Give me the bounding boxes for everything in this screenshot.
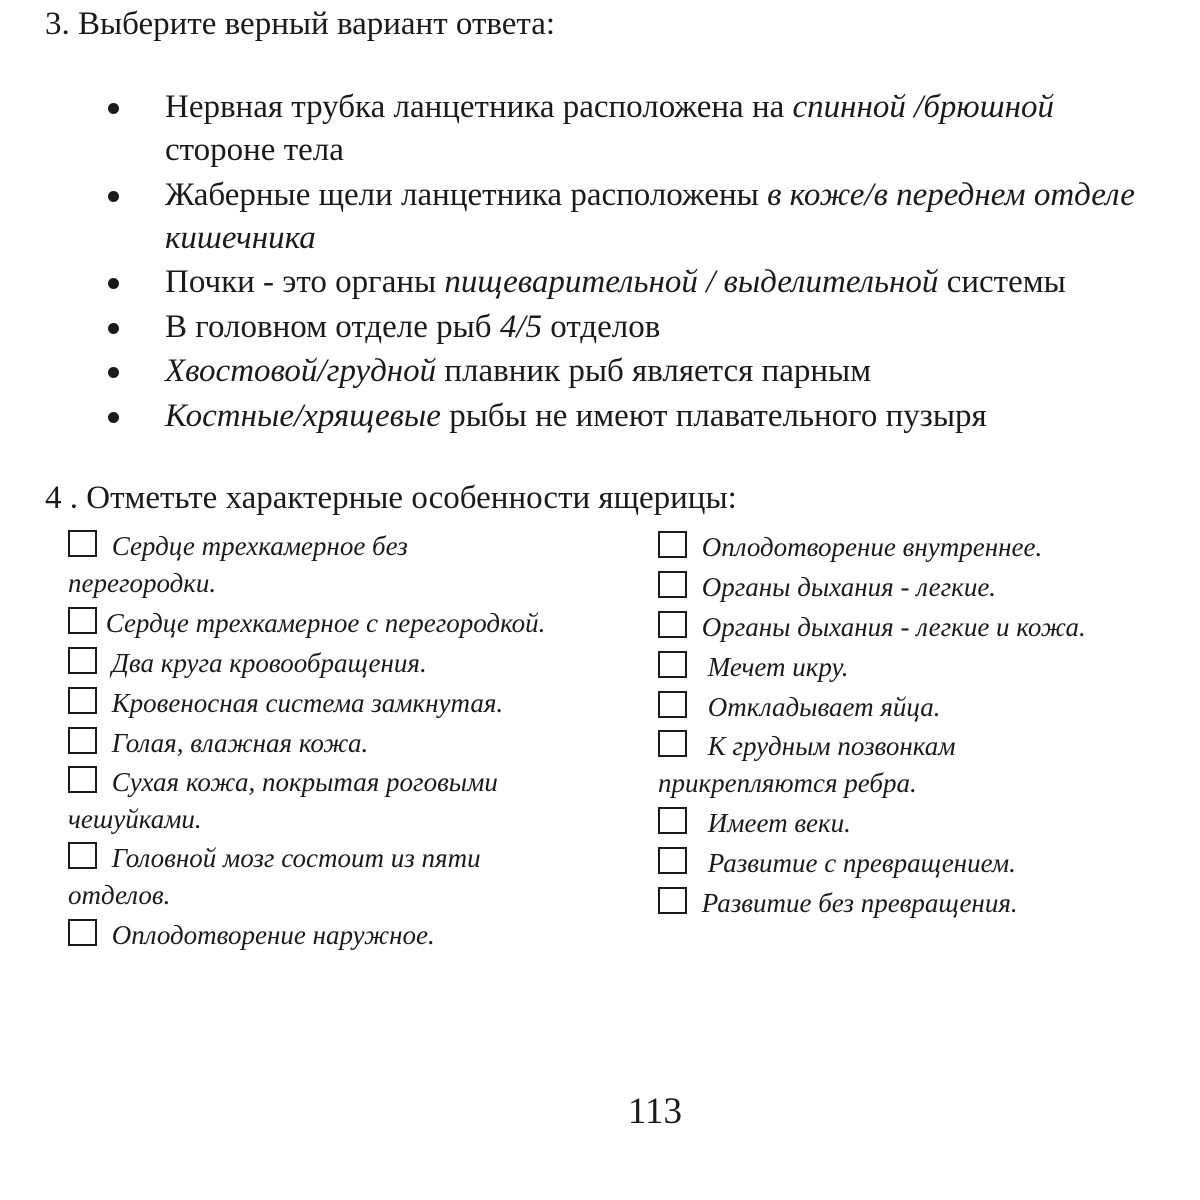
item-text: Почки - это органы (165, 264, 445, 300)
checkbox[interactable] (68, 647, 97, 674)
option-label: Органы дыхания - легкие и кожа. (701, 612, 1086, 642)
bullet-icon (108, 191, 119, 202)
checkbox-option[interactable] (68, 644, 638, 682)
checkbox-option[interactable] (658, 688, 1198, 726)
item-text: отделов (542, 308, 661, 345)
checkbox-option[interactable] (658, 648, 1198, 686)
checkbox[interactable] (658, 651, 687, 678)
option-label: Развитие без превращения. (701, 888, 1018, 918)
page-number: 113 (627, 1091, 683, 1132)
item-text: системы (938, 264, 1066, 300)
checkbox[interactable] (68, 727, 97, 754)
option-label: Оплодотворение наружное. (111, 920, 435, 950)
item-text: Жаберные щели ланцетника расположены (165, 176, 768, 213)
item-text: В головном отделе рыб (165, 308, 500, 345)
option-label: Развитие с превращением. (707, 848, 1016, 878)
item-choice: 4/5 (499, 308, 542, 345)
checkbox-option[interactable] (68, 604, 638, 642)
checkbox-option[interactable] (658, 568, 1198, 606)
q4-title: 4 . Отметьте характерные особенности ящерицы: (45, 480, 737, 516)
item-text: плавник рыб является парным (436, 353, 872, 389)
item-text: стороне тела (165, 132, 344, 168)
checkbox[interactable] (658, 847, 687, 874)
checkbox[interactable] (658, 887, 687, 914)
checkbox-option[interactable] (68, 724, 638, 762)
option-label: Имеет веки. (707, 808, 851, 838)
option-label: К грудным позвонкам прикрепляются ребра. (658, 731, 956, 798)
checkbox[interactable] (658, 611, 687, 638)
option-label: Головной мозг состоит из пяти отделов. (68, 843, 481, 910)
checkbox-option[interactable] (658, 884, 1198, 922)
list-item (0, 174, 1200, 260)
checkbox-option[interactable] (68, 764, 568, 838)
item-text: рыбы не имеют плавательного пузыря (440, 397, 987, 434)
checkbox[interactable] (658, 571, 687, 598)
option-label: Кровеносная система замкнутая. (111, 688, 504, 718)
checkbox[interactable] (658, 531, 687, 558)
checkbox-option[interactable] (658, 804, 1198, 842)
checkbox[interactable] (658, 730, 687, 757)
bullet-icon (108, 367, 119, 378)
list-item (0, 86, 1200, 172)
checkbox-option[interactable] (658, 528, 1198, 566)
bullet-icon (108, 323, 119, 334)
checkbox-option[interactable] (68, 840, 548, 914)
option-label: Голая, влажная кожа. (111, 728, 369, 758)
checkbox[interactable] (658, 807, 687, 834)
item-choice: в коже/в переднем отделе (767, 176, 1135, 213)
item-text: Нервная трубка ланцетника расположена на (165, 89, 793, 125)
option-label: Мечет икру. (707, 652, 849, 682)
checkbox[interactable] (68, 530, 97, 557)
item-choice: кишечника (165, 219, 316, 256)
checkbox[interactable] (658, 691, 687, 718)
list-item (0, 306, 1200, 349)
option-label: Сухая кожа, покрытая роговыми чешуйками. (68, 767, 498, 834)
checkbox-option[interactable] (658, 728, 1018, 802)
bullet-icon (108, 103, 119, 114)
item-choice: Хвостовой/грудной (165, 353, 437, 389)
checkbox-option[interactable] (658, 608, 1198, 646)
checkbox-option[interactable] (658, 844, 1198, 882)
checkbox[interactable] (68, 919, 97, 946)
checkbox-option[interactable] (68, 916, 638, 954)
list-item (0, 261, 1200, 304)
checkbox[interactable] (68, 766, 97, 793)
option-label: Два круга кровообращения. (111, 648, 427, 678)
q3-bullet-list (0, 86, 1200, 439)
checkbox-option[interactable] (68, 684, 638, 722)
checkbox-option[interactable] (68, 528, 468, 602)
list-item (0, 395, 1200, 438)
bullet-icon (108, 278, 119, 289)
option-label: Оплодотворение внутреннее. (701, 532, 1043, 562)
option-label: Откладывает яйца. (707, 692, 941, 722)
q4-right-options (658, 528, 1198, 924)
item-choice: спинной /брюшной (792, 89, 1054, 125)
item-choice: Костные/хрящевые (165, 397, 441, 434)
checkbox[interactable] (68, 607, 97, 634)
bullet-icon (108, 412, 119, 423)
checkbox[interactable] (68, 687, 97, 714)
item-choice: пищеварительной / выделительной (444, 264, 939, 300)
option-label: Сердце трехкамерное с перегородкой. (105, 608, 546, 638)
checkbox[interactable] (68, 842, 97, 869)
option-label: Органы дыхания - легкие. (701, 572, 997, 602)
list-item (0, 350, 1200, 393)
q3-title: 3. Выберите верный вариант ответа: (45, 6, 556, 42)
option-label: Сердце трехкамерное без перегородки. (68, 531, 408, 598)
q4-left-options (68, 528, 638, 956)
